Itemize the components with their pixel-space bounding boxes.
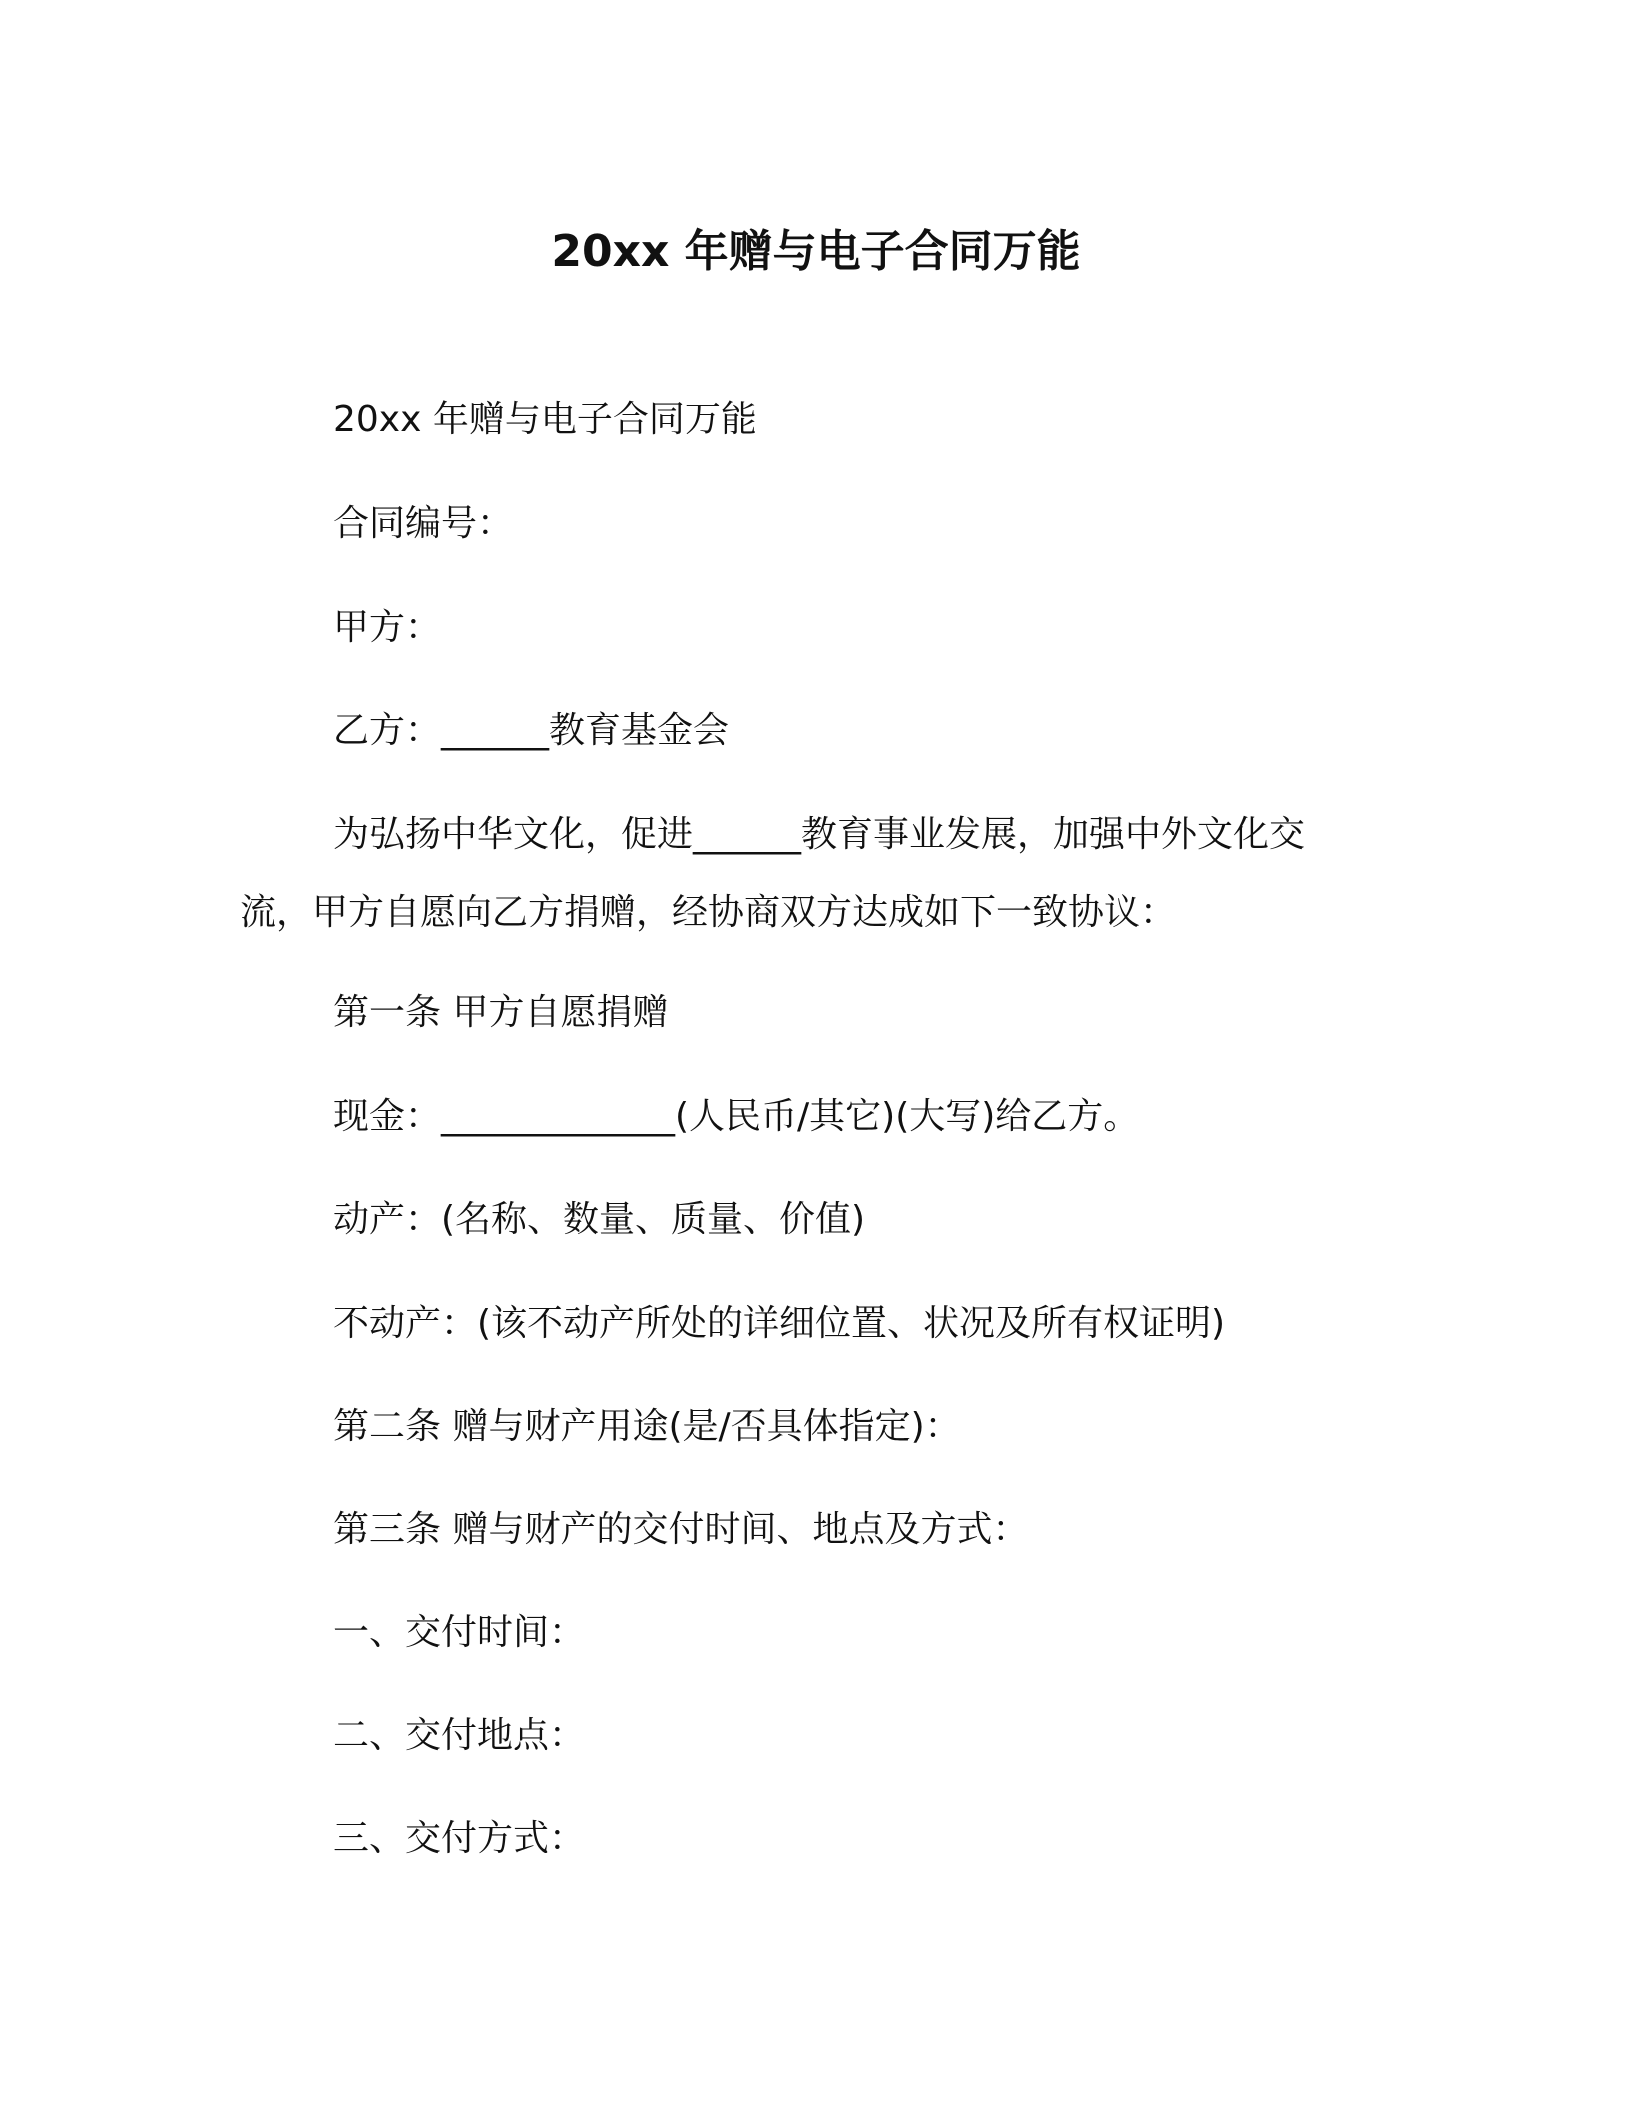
real-estate-line: 不动产：(该不动产所处的详细位置、状况及所有权证明)	[333, 1303, 1226, 1344]
article-1-heading: 第一条 甲方自愿捐赠	[333, 992, 669, 1033]
delivery-time-line: 一、交付时间：	[333, 1612, 586, 1653]
article-3-heading: 第三条 赠与财产的交付时间、地点及方式：	[333, 1509, 1029, 1550]
delivery-method-line: 三、交付方式：	[333, 1818, 586, 1859]
movable-property-line: 动产：(名称、数量、质量、价值)	[333, 1199, 866, 1240]
contract-heading: 20xx 年赠与电子合同万能	[333, 399, 757, 440]
party-b-line: 乙方：______教育基金会	[333, 710, 730, 751]
document-title: 20xx 年赠与电子合同万能	[551, 226, 1081, 277]
delivery-place-line: 二、交付地点：	[333, 1715, 586, 1756]
cash-line: 现金：_____________(人民币/其它)(大写)给乙方。	[333, 1096, 1140, 1137]
preamble-line-1: 为弘扬中华文化，促进______教育事业发展，加强中外文化交	[333, 814, 1306, 855]
party-a-line: 甲方：	[333, 607, 442, 648]
preamble-line-2: 流，甲方自愿向乙方捐赠，经协商双方达成如下一致协议：	[240, 892, 1177, 933]
contract-number-line: 合同编号：	[333, 503, 514, 544]
article-2-heading: 第二条 赠与财产用途(是/否具体指定)：	[333, 1406, 961, 1447]
